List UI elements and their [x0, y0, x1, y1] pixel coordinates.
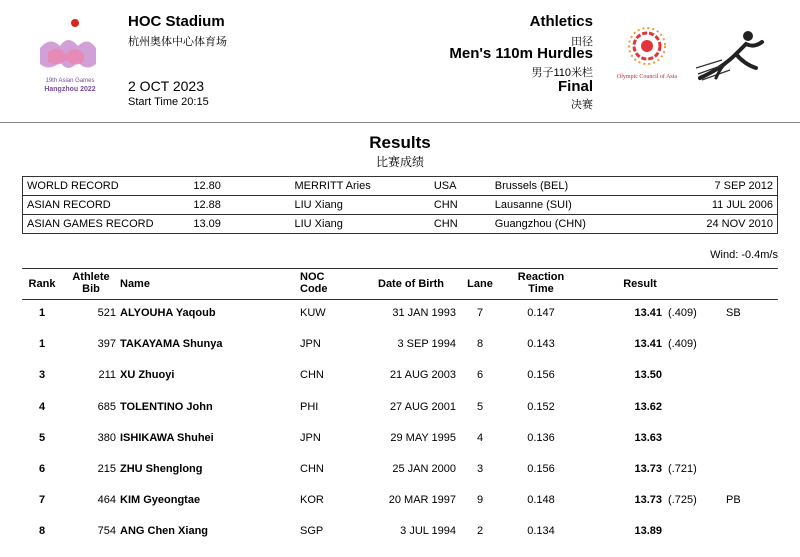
record-date: 11 JUL 2006: [631, 196, 778, 215]
col-reaction-line1: Reaction: [517, 271, 565, 283]
cell-note: PB: [726, 494, 741, 507]
cell-rt: 0.136: [527, 431, 555, 444]
col-noc: [300, 271, 328, 295]
cell-rt: 0.156: [527, 369, 555, 382]
record-mark: 12.80: [189, 177, 290, 196]
cell-rank: 1: [38, 338, 46, 351]
col-dob: Date of Birth: [378, 278, 444, 290]
record-noc: CHN: [430, 215, 491, 234]
record-noc: CHN: [430, 196, 491, 215]
hangzhou-2022-logo: [30, 18, 110, 96]
cell-noc: JPN: [300, 338, 321, 351]
cell-rank: 4: [38, 400, 46, 413]
cell-rank: 5: [38, 431, 46, 444]
col-reaction-line2: Time: [528, 283, 554, 295]
cell-lane: 8: [476, 338, 484, 351]
col-reaction: [508, 271, 574, 295]
cell-name: TAKAYAMA Shunya: [120, 338, 223, 351]
table-row: [22, 423, 778, 454]
cell-rank: 6: [38, 463, 46, 475]
record-row: [23, 215, 778, 234]
col-lane: Lane: [467, 278, 493, 290]
cell-bib: 211: [98, 369, 116, 382]
record-place: Lausanne (SUI): [491, 196, 631, 215]
cell-name: XU Zhuoyi: [120, 369, 175, 382]
cell-name: ANG Chen Xiang: [120, 525, 209, 538]
cell-noc: JPN: [300, 431, 321, 444]
cell-noc: CHN: [300, 369, 324, 382]
record-place: Guangzhou (CHN): [491, 215, 631, 234]
cell-dob: 25 JAN 2000: [392, 463, 456, 475]
cell-lane: 6: [476, 369, 484, 382]
col-bib-line2: Bib: [82, 283, 100, 295]
athletics-pictogram-icon: [692, 28, 774, 84]
table-row: [22, 360, 778, 391]
cell-result: 13.73: [634, 463, 662, 475]
cell-rank: 1: [38, 307, 46, 319]
cell-result: 13.41: [634, 338, 662, 351]
cell-noc: KOR: [300, 494, 324, 507]
cell-rt: 0.152: [527, 400, 555, 413]
cell-noc: KUW: [300, 307, 326, 319]
cell-result: 13.62: [634, 400, 662, 413]
cell-dob: 29 MAY 1995: [390, 431, 456, 444]
cell-dob: 20 MAR 1997: [388, 494, 456, 507]
results-header-row: [22, 268, 778, 300]
cell-rank: 7: [38, 494, 46, 507]
cell-result: 13.41: [634, 307, 662, 319]
table-row: [22, 485, 778, 516]
cell-bib: 215: [97, 463, 116, 475]
oca-logo: [612, 22, 682, 84]
cell-dob: 31 JAN 1993: [392, 307, 456, 319]
record-mark: 12.88: [189, 196, 290, 215]
col-bib-line1: Athlete: [72, 271, 110, 283]
cell-noc: SGP: [300, 525, 324, 538]
cell-lane: 4: [476, 431, 484, 444]
cell-lane: 5: [476, 400, 484, 413]
cell-bib: 464: [97, 494, 116, 507]
page-title: Results: [369, 133, 431, 152]
cell-lane: 9: [476, 494, 484, 507]
col-result: Result: [623, 278, 657, 290]
cell-tie: (.409): [668, 338, 697, 351]
oca-logo-text: Olympic Council of Asia: [616, 74, 678, 80]
cell-rank: 8: [38, 525, 46, 538]
cell-lane: 3: [476, 463, 484, 475]
sport-name-zh: 田径: [571, 36, 593, 48]
record-mark: 13.09: [189, 215, 290, 234]
venue-name-zh: 杭州奥体中心体育场: [128, 36, 227, 48]
cell-tie: (.409): [668, 307, 697, 319]
record-date: 24 NOV 2010: [631, 215, 778, 234]
cell-dob: 3 SEP 1994: [397, 338, 456, 351]
cell-lane: 2: [476, 525, 484, 538]
cell-dob: 27 AUG 2001: [389, 400, 456, 413]
event-date: 2 OCT 2023: [128, 78, 205, 94]
table-row: [22, 516, 778, 547]
table-row: [22, 329, 778, 360]
phase-name-zh: 决赛: [571, 99, 593, 111]
page-title-zh: 比赛成绩: [375, 155, 424, 169]
cell-rt: 0.143: [527, 338, 555, 351]
logo-text-line1: 19th Asian Games: [45, 78, 95, 84]
cell-bib: 754: [97, 525, 116, 538]
cell-name: KIM Gyeongtae: [120, 494, 201, 507]
record-athlete: LIU Xiang: [291, 215, 430, 234]
cell-bib: 397: [97, 338, 116, 351]
table-row: [22, 454, 778, 485]
cell-name: ALYOUHA Yaqoub: [120, 307, 216, 319]
cell-rt: 0.156: [527, 463, 555, 475]
record-athlete: LIU Xiang: [291, 196, 430, 215]
cell-name: ISHIKAWA Shuhei: [120, 431, 214, 444]
cell-result: 13.63: [634, 431, 662, 444]
record-date: 7 SEP 2012: [631, 177, 778, 196]
col-noc-line2: Code: [300, 283, 328, 295]
records-table: [22, 176, 778, 234]
col-name: Name: [120, 278, 150, 290]
record-athlete: MERRITT Aries: [291, 177, 430, 196]
cell-tie: (.721): [668, 463, 697, 475]
cell-bib: 521: [97, 307, 116, 319]
cell-rt: 0.147: [527, 307, 555, 319]
col-rank: Rank: [28, 278, 56, 290]
record-row: [23, 196, 778, 215]
cell-bib: 685: [97, 400, 116, 413]
cell-dob: 21 AUG 2003: [389, 369, 456, 382]
cell-rt: 0.148: [527, 494, 555, 507]
event-name: Men's 110m Hurdles: [449, 45, 593, 62]
cell-result: 13.73: [634, 494, 662, 507]
record-type: ASIAN RECORD: [23, 196, 190, 215]
event-name-zh: 男子110米栏: [531, 67, 593, 79]
record-type: ASIAN GAMES RECORD: [23, 215, 190, 234]
cell-dob: 3 JUL 1994: [400, 525, 456, 538]
venue-name: HOC Stadium: [128, 13, 225, 30]
table-row: [22, 298, 778, 329]
logo-text-line2: Hangzhou 2022: [44, 86, 96, 93]
cell-result: 13.50: [634, 369, 662, 382]
cell-name: TOLENTINO John: [120, 400, 213, 413]
cell-rank: 3: [38, 369, 46, 382]
start-time: Start Time 20:15: [128, 96, 209, 108]
wind-reading: Wind: -0.4m/s: [710, 249, 778, 261]
cell-note: SB: [726, 307, 741, 319]
col-noc-line1: NOC: [300, 271, 325, 283]
cell-bib: 380: [97, 431, 116, 444]
cell-tie: (.725): [668, 494, 697, 507]
record-place: Brussels (BEL): [491, 177, 631, 196]
record-noc: USA: [430, 177, 491, 196]
header-divider: [0, 122, 800, 123]
sport-name: Athletics: [529, 13, 593, 30]
cell-name: ZHU Shenglong: [120, 463, 203, 475]
cell-noc: CHN: [300, 463, 324, 475]
table-row: [22, 392, 778, 423]
cell-result: 13.89: [634, 525, 662, 538]
cell-lane: 7: [476, 307, 484, 319]
cell-rt: 0.134: [527, 525, 555, 538]
col-bib: [66, 271, 116, 295]
phase-name: Final: [557, 78, 593, 95]
record-row: [23, 177, 778, 196]
record-type: WORLD RECORD: [23, 177, 190, 196]
cell-noc: PHI: [300, 400, 319, 413]
